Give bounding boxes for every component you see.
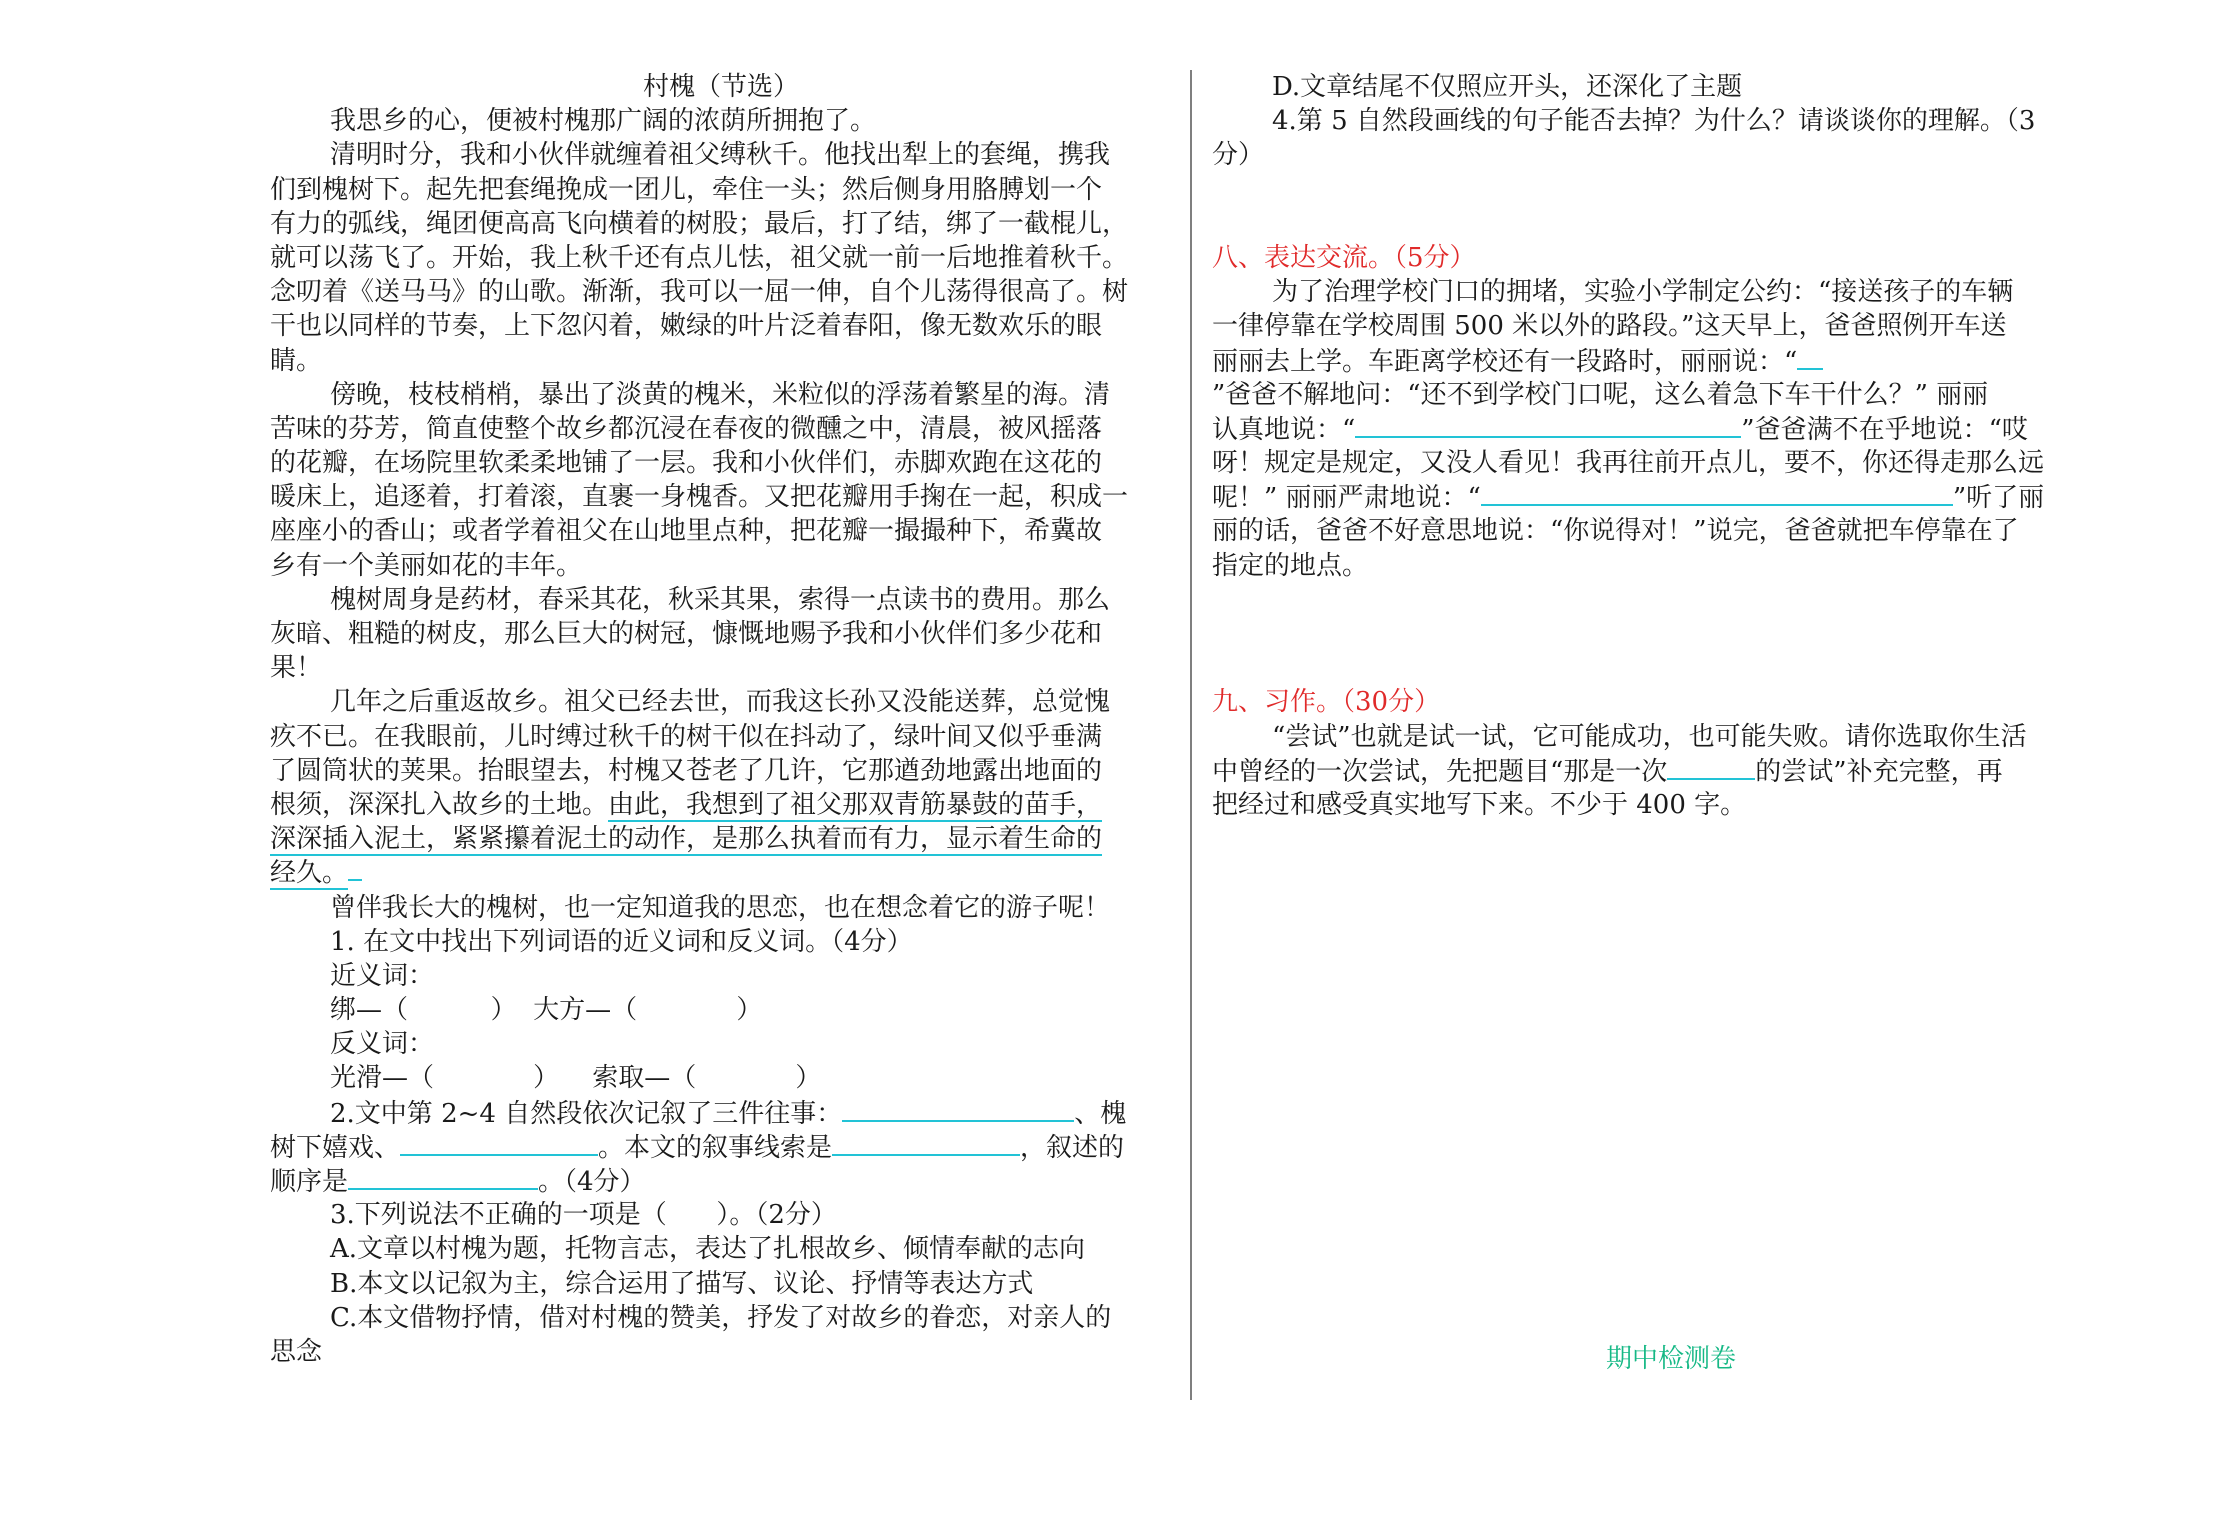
text: 。本文的叙事线索是: [598, 1132, 833, 1163]
section-8-line: [1212, 480, 2130, 514]
question-3-option-d: D.文章结尾不仅照应开头，还深化了主题: [1272, 72, 1743, 102]
paragraph-line: 槐树周身是药材，春采其花，秋采其果，索得一点读书的费用。那么: [330, 584, 1111, 615]
section-8-line: 指定的地点。: [1212, 550, 1369, 581]
paragraph-line: 苦味的芬芳，简直使整个故乡都沉浸在春夜的微醺之中，清晨，被风摇落: [270, 413, 1103, 444]
question-1-synonym-label: 近义词：: [330, 960, 435, 991]
paragraph-line: 念叨着《送马马》的山歌。渐渐，我可以一屈一伸，自个儿荡得很高了。树: [270, 277, 1129, 308]
text: 呢！” 丽丽严肃地说：“: [1212, 483, 1481, 514]
question-3-option-c-cont: 思念: [270, 1336, 323, 1367]
section-8-line: [1212, 344, 2130, 378]
answer-blank[interactable]: [1667, 754, 1755, 780]
answer-blank[interactable]: [1481, 480, 1953, 506]
section-8-heading: 八、表达交流。（5分）: [1212, 242, 1476, 273]
question-1-stem: 1. 在文中找出下列词语的近义词和反义词。（4分）: [330, 926, 913, 957]
paragraph-3: [270, 378, 1172, 583]
paragraph-line: 傍晚，枝枝梢梢，暴出了淡黄的槐米，米粒似的浮荡着繁星的海。清: [330, 379, 1111, 410]
question-2-line: [270, 1164, 1172, 1198]
right-column: [1212, 70, 2130, 822]
paragraph-line: 了圆筒状的荚果。抬眼望去，村槐又苍老了几许，它那遒劲地露出地面的: [270, 755, 1103, 786]
section-8-line: 为了治理学校门口的拥堵，实验小学制定公约：“接送孩子的车辆: [1272, 277, 2014, 308]
paragraph-5-line: [270, 788, 1172, 822]
question-1-synonym-items[interactable]: 绑—（ ） 大方—（ ）: [330, 995, 763, 1026]
text: 顺序是: [270, 1167, 349, 1197]
underlined-sentence: 由此，我想到了祖父那双青筋暴鼓的苗手，: [608, 789, 1103, 820]
section-8-line: [1212, 412, 2130, 446]
paragraph-line: 睛。: [270, 345, 323, 376]
question-2-line: [270, 1096, 1172, 1130]
paragraph-line: 干也以同样的节奏，上下忽闪着，嫩绿的叶片泛着春阳，像无数欢乐的眼: [270, 311, 1103, 342]
text: 的尝试”补充完整，再: [1755, 756, 2003, 787]
answer-blank[interactable]: [348, 1164, 538, 1190]
paragraph-line: 曾伴我长大的槐树，也一定知道我的思恋，也在想念着它的游子呢！: [330, 892, 1111, 923]
section-8-line: 丽的话，爸爸不好意思地说：“你说得对！”说完，爸爸就把车停靠在了: [1212, 516, 2019, 547]
paragraph-5-line: [270, 856, 1172, 890]
underlined-sentence: 经久。: [270, 858, 349, 889]
paragraph-line: 座座小的香山；或者学着祖父在山地里点种，把花瓣一撮撮种下，希冀故: [270, 516, 1103, 547]
paragraph-5-line: [270, 822, 1172, 856]
section-9-line: 把经过和感受真实地写下来。不少于 400 字。: [1212, 789, 1747, 820]
answer-blank[interactable]: [1355, 412, 1741, 438]
paragraph-line: 乡有一个美丽如花的丰年。: [270, 550, 583, 581]
paragraph-line: 暖床上，追逐着，打着滚，直裹一身槐香。又把花瓣用手掬在一起，积成一: [270, 482, 1129, 513]
section-9-line: [1212, 754, 2130, 788]
paragraph-line: 们到槐树下。起先把套绳挽成一团儿，牵住一头；然后侧身用胳膊划一个: [270, 174, 1103, 205]
question-3-option-b: B.本文以记叙为主，综合运用了描写、议论、抒情等表达方式: [330, 1268, 1034, 1299]
paragraph-line: 就可以荡飞了。开始，我上秋千还有点儿怯，祖父就一前一后地推着秋千。: [270, 242, 1129, 273]
section-8-line: 一律停靠在学校周围 500 米以外的路段。”这天早上，爸爸照例开车送: [1212, 311, 2007, 342]
section-8-line: ”爸爸不解地问：“还不到学校门口呢，这么着急下车干什么？” 丽丽: [1212, 379, 1989, 410]
text: 、槐: [1074, 1098, 1127, 1129]
underlined-sentence: 深深插入泥土，紧紧攥着泥土的动作，是那么执着而有力，显示着生命的: [270, 824, 1103, 855]
paragraph-6: [270, 891, 1172, 925]
paragraph-5: [270, 685, 1172, 788]
paragraph-line: 几年之后重返故乡。祖父已经去世，而我这长孙又没能送葬，总觉愧: [330, 687, 1111, 718]
question-3-option-a: A.文章以村槐为题，托物言志，表达了扎根故乡、倾情奉献的志向: [330, 1234, 1086, 1265]
paragraph-line: 灰暗、粗糙的树皮，那么巨大的树冠，慷慨地赐予我和小伙伴们多少花和: [270, 619, 1103, 649]
paragraph-4: [270, 583, 1172, 686]
question-3-option-c: C.本文借物抒情，借对村槐的赞美，抒发了对故乡的眷恋，对亲人的: [330, 1302, 1112, 1333]
text: 丽丽去上学。车距离学校还有一段路时，丽丽说：“: [1212, 346, 1798, 377]
paragraph-1: [270, 104, 1172, 138]
question-4-stem-cont: 分）: [1212, 140, 1265, 171]
paragraph-line: 有力的弧线，绳团便高高飞向横着的树股；最后，打了结，绑了一截棍儿，: [270, 208, 1129, 239]
paragraph-2: [270, 138, 1172, 377]
paragraph-line: 疚不已。在我眼前，儿时缚过秋千的树干似在抖动了，绿叶间又似乎垂满: [270, 721, 1103, 752]
footer-label: 期中检测卷: [1605, 1344, 1736, 1374]
text: 。（4分）: [538, 1167, 646, 1197]
question-2-line: [270, 1130, 1172, 1164]
text: 根须，深深扎入故乡的土地。: [270, 789, 609, 820]
text: ”爸爸满不在乎地说：“哎: [1741, 414, 2028, 445]
text: ”听了丽: [1952, 483, 2045, 514]
paragraph-line: 我思乡的心，便被村槐那广阔的浓荫所拥抱了。: [330, 106, 877, 137]
answer-blank[interactable]: [1797, 344, 1823, 370]
section-8-line: 呀！规定是规定，又没人看见！我再往前开点儿，要不，你还得走那么远: [1212, 448, 2045, 479]
answer-blank[interactable]: [832, 1130, 1020, 1156]
text: 认真地说：“: [1212, 414, 1356, 445]
column-divider: [1190, 70, 1192, 1400]
question-3-stem: 3.下列说法不正确的一项是（ ）。（2分）: [330, 1200, 837, 1231]
paragraph-line: 的花瓣，在场院里软柔柔地铺了一层。我和小伙伴们，赤脚欢跑在这花的: [270, 448, 1103, 479]
text: 2.文中第 2~4 自然段依次记叙了三件往事：: [330, 1098, 843, 1129]
text: ，叙述的: [1020, 1132, 1125, 1163]
text: 树下嬉戏、: [270, 1132, 401, 1163]
section-9-line: “尝试”也就是试一试，它可能成功，也可能失败。请你选取你生活: [1272, 721, 2027, 752]
answer-blank[interactable]: [400, 1130, 598, 1156]
question-4-stem: 4.第 5 自然段画线的句子能否去掉？为什么？请谈谈你的理解。（3: [1272, 106, 2036, 137]
section-9-heading: 九、习作。（30分）: [1212, 687, 1441, 718]
answer-blank[interactable]: [842, 1096, 1074, 1122]
passage-title: 村槐（节选）: [642, 72, 799, 102]
left-column: [270, 70, 1172, 1369]
paragraph-line: 果！: [270, 653, 323, 684]
paragraph-line: 清明时分，我和小伙伴就缠着祖父缚秋千。他找出犁上的套绳，携我: [330, 140, 1111, 171]
text: 中曾经的一次尝试，先把题目“那是一次: [1212, 756, 1668, 787]
question-1-antonym-items[interactable]: 光滑—（ ） 索取—（ ）: [330, 1063, 822, 1094]
question-1-antonym-label: 反义词：: [330, 1029, 435, 1060]
